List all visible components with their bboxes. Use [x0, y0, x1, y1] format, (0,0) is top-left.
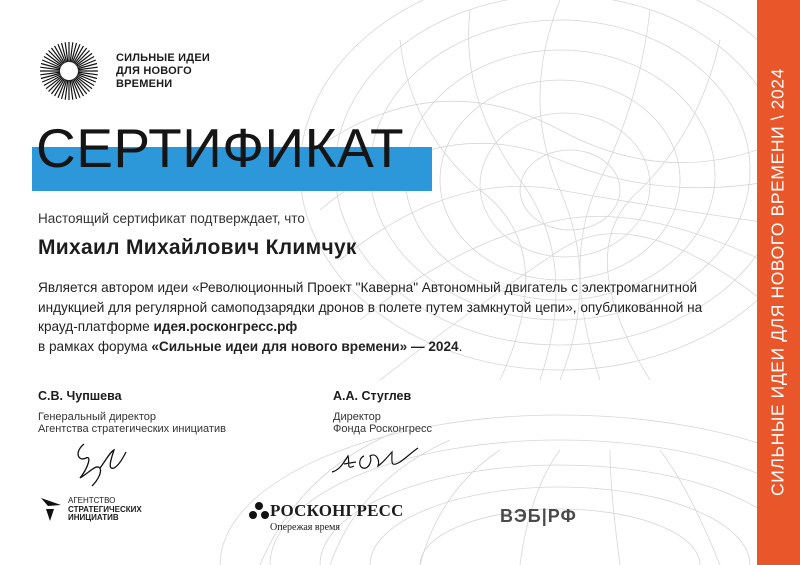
veb-rf-logo: ВЭБ|РФ [500, 506, 577, 526]
confirm-text: Настоящий сертификат подтверждает, что [38, 211, 305, 226]
certificate-title: СЕРТИФИКАТ [36, 117, 405, 179]
asi-logo-text [68, 497, 142, 523]
signatory-2 [333, 390, 432, 436]
signature-2 [330, 442, 420, 478]
roscongress-logo [248, 500, 404, 533]
asi-line-2: СТРАТЕГИЧЕСКИХ [68, 504, 142, 514]
event-logo-text [116, 52, 210, 91]
signatory-2-position-line-2: Фонда Росконгресс [333, 423, 432, 435]
roscongress-emblem-icon [248, 500, 270, 522]
asi-line-1: АГЕНТСТВО [68, 496, 116, 505]
signatory-1-name: С.В. Чупшева [38, 389, 122, 403]
side-band-text: СИЛЬНЫЕ ИДЕИ ДЛЯ НОВОГО ВРЕМЕНИ \ 2024 [767, 68, 788, 496]
signature-1 [70, 438, 130, 490]
platform-site: идея.росконгресс.рф [153, 319, 298, 334]
signatory-1-position-line-1: Генеральный директор [38, 410, 156, 423]
recipient-name: Михаил Михайлович Климчук [38, 236, 357, 259]
roscongress-tagline: Опережая время [270, 522, 340, 533]
certificate-body [38, 278, 718, 356]
signatory-2-name: А.А. Стуглев [333, 389, 412, 403]
asi-logo [40, 497, 142, 523]
signatory-1 [38, 390, 226, 436]
signatory-2-position-line-1: Директор [333, 410, 381, 423]
logo-line-1: СИЛЬНЫЕ ИДЕИ [116, 51, 210, 64]
logo-line-2: ДЛЯ НОВОГО [116, 64, 192, 77]
body-part-1: Является автором идеи «Революционный Проект "Каверна" Автономный двигатель с электромагнитной индукцией для регулярной самоподзарядки дронов в полете путем замкнутой цепи», опубликованной на крауд-платформе [38, 280, 703, 334]
sunburst-logo-icon [38, 40, 100, 102]
asi-line-3: ИНИЦИАТИВ [68, 513, 119, 522]
asi-arrow-icon [40, 497, 62, 523]
event-logo [38, 40, 210, 102]
body-part-3: . [458, 338, 463, 354]
forum-name: «Сильные идеи для нового времени» — 2024 [151, 338, 459, 354]
body-part-2: в рамках форума [38, 338, 152, 354]
roscongress-name: РОСКОНГРЕСС [270, 501, 404, 520]
signatory-1-position-line-2: Агентства стратегических инициатив [38, 423, 226, 435]
logo-line-3: ВРЕМЕНИ [116, 77, 173, 90]
